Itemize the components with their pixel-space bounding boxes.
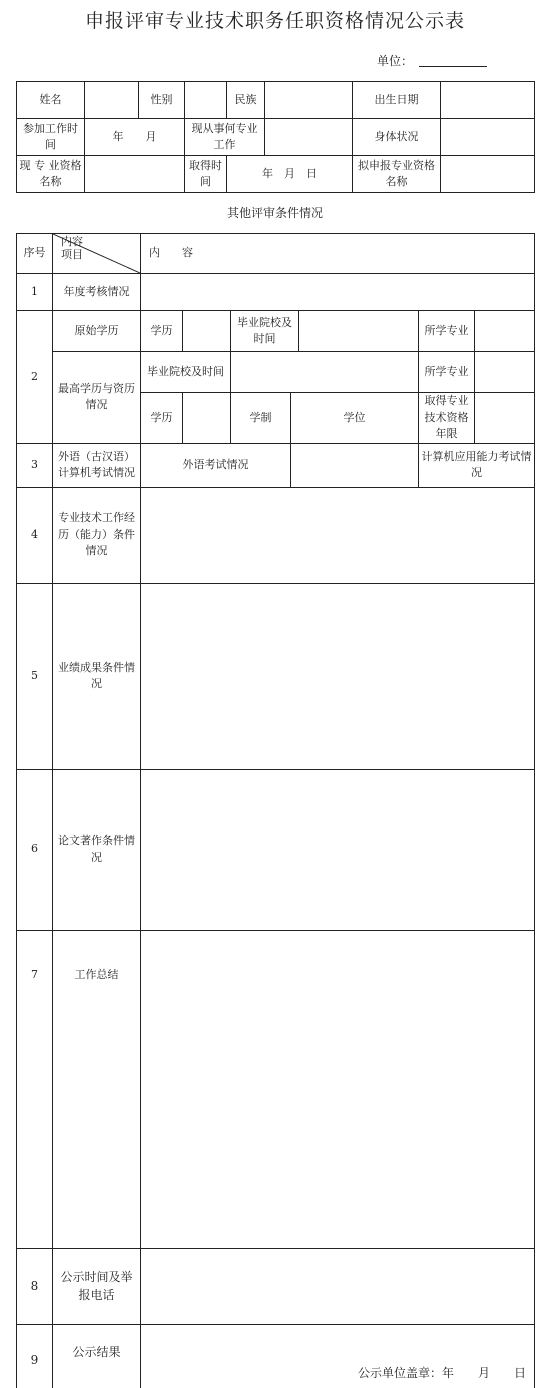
content-header: 内 容 xyxy=(141,234,535,274)
years-since-value[interactable] xyxy=(475,393,535,444)
row5-number: 5 xyxy=(17,583,53,769)
row4-number: 4 xyxy=(17,487,53,583)
proposed-qual-label: 拟申报专业资格名称 xyxy=(353,156,441,193)
seq-header: 序号 xyxy=(17,234,53,274)
evaluation-table xyxy=(16,233,535,1388)
stamp-date-line: 公示单位盖章：年 月 日 xyxy=(358,1366,527,1380)
unit-field[interactable] xyxy=(419,66,487,67)
obtained-time-value[interactable]: 年 月 日 xyxy=(227,156,353,193)
row6-number: 6 xyxy=(17,769,53,930)
row7-label: 工作总结 xyxy=(53,930,141,1248)
highest-grad-school-label: 毕业院校及时间 xyxy=(141,352,231,393)
row8-number: 8 xyxy=(17,1248,53,1324)
row8-content[interactable] xyxy=(141,1248,535,1324)
row6-content[interactable] xyxy=(141,769,535,930)
row9-label: 公示结果 xyxy=(53,1324,141,1388)
degree-label: 学位 xyxy=(343,410,366,424)
computer-exam-label: 计算机应用能力考试情况 xyxy=(419,443,535,487)
name-label: 姓名 xyxy=(17,82,85,119)
ethnicity-value[interactable] xyxy=(265,82,353,119)
foreign-exam-value[interactable] xyxy=(291,443,419,487)
current-qual-value[interactable] xyxy=(85,156,185,193)
row1-label: 年度考核情况 xyxy=(53,274,141,311)
name-value[interactable] xyxy=(85,82,139,119)
page-title: 申报评审专业技术职务任职资格情况公示表 xyxy=(84,10,465,32)
birth-date-value[interactable] xyxy=(441,82,535,119)
original-major-value[interactable] xyxy=(475,311,535,352)
row9-number: 9 xyxy=(17,1324,53,1388)
ethnicity-label: 民族 xyxy=(227,82,265,119)
foreign-exam-label: 外语考试情况 xyxy=(141,443,291,487)
diag-item-label: 项目 xyxy=(61,248,83,261)
original-grad-school-label: 毕业院校及时间 xyxy=(231,311,299,352)
unit-label: 单位： xyxy=(377,54,414,68)
gender-label: 性别 xyxy=(139,82,185,119)
row7-number: 7 xyxy=(17,930,53,1248)
original-edu-edu-value[interactable] xyxy=(183,311,231,352)
highest-edu-label: 最高学历与资历情况 xyxy=(53,352,141,444)
highest-major-label: 所学专业 xyxy=(419,352,475,393)
row1-number: 1 xyxy=(17,274,53,311)
row8-label: 公示时间及举报电话 xyxy=(53,1248,141,1324)
personal-info-table xyxy=(16,81,535,193)
row4-content[interactable] xyxy=(141,487,535,583)
proposed-qual-value[interactable] xyxy=(441,156,535,193)
original-edu-edu-label: 学历 xyxy=(141,311,183,352)
current-work-value[interactable] xyxy=(265,119,353,156)
schooling-and-degree[interactable] xyxy=(291,393,419,444)
diagonal-header-cell xyxy=(53,234,141,274)
highest-edu-edu-label: 学历 xyxy=(141,393,183,444)
row5-label: 业绩成果条件情况 xyxy=(53,583,141,769)
row1-content[interactable] xyxy=(141,274,535,311)
row3-label: 外语（古汉语）计算机考试情况 xyxy=(53,443,141,487)
row7-content[interactable] xyxy=(141,930,535,1248)
original-grad-school-value[interactable] xyxy=(299,311,419,352)
current-work-label: 现从事何专业工作 xyxy=(185,119,265,156)
health-value[interactable] xyxy=(441,119,535,156)
years-since-label: 取得专业技术资格年限 xyxy=(419,393,475,444)
obtained-time-label: 取得时间 xyxy=(185,156,227,193)
row5-content[interactable] xyxy=(141,583,535,769)
row2-number: 2 xyxy=(17,311,53,444)
work-start-label: 参加工作时 间 xyxy=(17,119,85,156)
section-subtitle: 其他评审条件情况 xyxy=(226,206,323,220)
work-start-value[interactable]: 年 月 xyxy=(85,119,185,156)
row4-label: 专业技术工作经历（能力）条件情况 xyxy=(53,487,141,583)
diag-content-label: 内容 xyxy=(61,235,83,248)
original-edu-label: 原始学历 xyxy=(53,311,141,352)
row6-label: 论文著作条件情况 xyxy=(53,769,141,930)
highest-major-value[interactable] xyxy=(475,352,535,393)
health-label: 身体状况 xyxy=(353,119,441,156)
row3-number: 3 xyxy=(17,443,53,487)
original-major-label: 所学专业 xyxy=(419,311,475,352)
gender-value[interactable] xyxy=(185,82,227,119)
highest-grad-school-value[interactable] xyxy=(231,352,419,393)
highest-edu-edu-value[interactable] xyxy=(183,393,231,444)
birth-date-label: 出生日期 xyxy=(353,82,441,119)
schooling-label: 学制 xyxy=(231,393,291,444)
current-qual-label: 现 专 业资格名称 xyxy=(17,156,85,193)
